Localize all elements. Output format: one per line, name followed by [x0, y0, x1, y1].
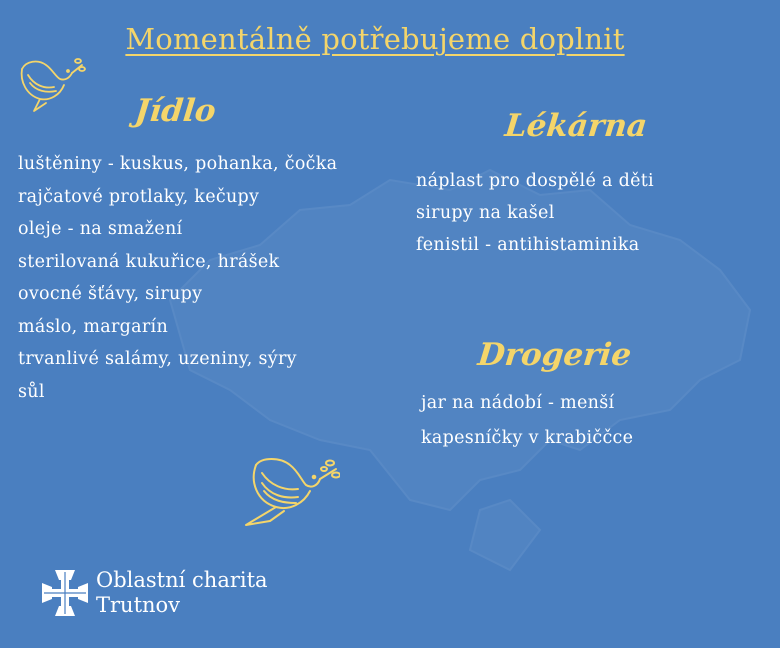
list-item: náplast pro dospělé a děti [416, 171, 654, 191]
list-item: luštěniny - kuskus, pohanka, čočka [18, 154, 338, 174]
drugstore-list [421, 386, 633, 456]
dove-icon [16, 55, 86, 115]
pharmacy-list [416, 165, 654, 261]
list-item: rajčatové protlaky, kečupy [18, 186, 260, 207]
list-item: sůl [18, 381, 45, 402]
list-item: sirupy na kašel [416, 203, 555, 223]
page-title: Momentálně potřebujeme doplnit [125, 22, 625, 56]
list-item: máslo, margarín [18, 316, 169, 337]
list-item: kapesníčky v krabiččce [421, 428, 634, 448]
list-item: ovocné šťávy, sirupy [18, 284, 203, 304]
list-item: fenistil - antihistaminika [416, 235, 640, 255]
section-heading-jidlo: Jídlo [133, 93, 218, 129]
list-item: trvanlivé salámy, uzeniny, sýry [18, 349, 297, 369]
caritas-cross-icon [40, 568, 90, 618]
section-heading-lekarna: Lékárna [503, 108, 649, 144]
logo-line-2: Trutnov [96, 593, 181, 617]
charity-logo [40, 568, 268, 618]
food-list [18, 148, 337, 408]
section-heading-drogerie: Drogerie [476, 337, 634, 373]
dove-icon [240, 455, 340, 530]
list-item: sterilovaná kukuřice, hrášek [18, 251, 280, 272]
list-item: jar na nádobí - menší [421, 393, 615, 413]
logo-line-1: Oblastní charita [96, 568, 268, 592]
list-item: oleje - na smažení [18, 219, 183, 239]
